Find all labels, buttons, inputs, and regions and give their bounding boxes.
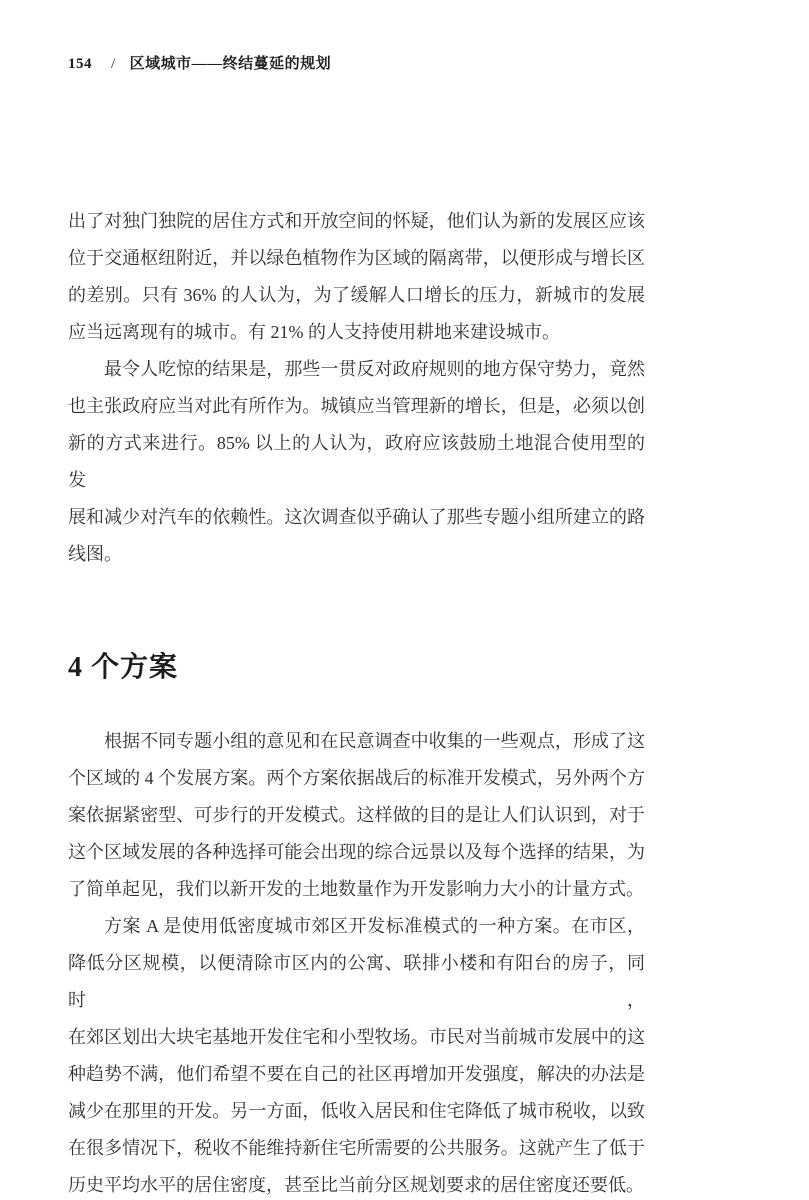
paragraph-3 — [68, 723, 645, 908]
running-header — [68, 52, 331, 73]
text-line: 最令人吃惊的结果是，那些一贯反对政府规则的地方保守势力，竟然 — [104, 359, 645, 379]
text-line: 方案 A 是使用低密度城市郊区开发标准模式的一种方案。在市区， — [104, 916, 645, 936]
text-line: 展和减少对汽车的依赖性。这次调查似乎确认了那些专题小组所建立的路 — [68, 507, 645, 527]
section-heading: 4 个方案 — [68, 652, 179, 683]
text-line: 也主张政府应当对此有所作为。城镇应当管理新的增长，但是，必须以创 — [68, 396, 645, 416]
paragraph-1 — [68, 203, 645, 351]
paragraph-2 — [68, 351, 645, 573]
page-number: 154 — [68, 56, 92, 72]
paragraph-4 — [68, 908, 645, 1200]
text-line: 的差别。只有 36% 的人认为，为了缓解人口增长的压力，新城市的发展 — [68, 285, 645, 305]
text-line: 位于交通枢纽附近，并以绿色植物作为区域的隔离带，以便形成与增长区 — [68, 248, 645, 268]
text-line: 这个区域发展的各种选择可能会出现的综合远景以及每个选择的结果，为 — [68, 842, 645, 862]
text-line: 新的方式来进行。85% 以上的人认为，政府应该鼓励土地混合使用型的发 — [68, 433, 645, 490]
text-line: 历史平均水平的居住密度，甚至比当前分区规划要求的居住密度还要低。 — [68, 1175, 644, 1195]
text-line: 在郊区划出大块宅基地开发住宅和小型牧场。市民对当前城市发展中的这 — [68, 1027, 645, 1047]
text-line: 降低分区规模，以便清除市区内的公寓、联排小楼和有阳台的房子，同时， — [68, 953, 645, 1010]
text-line: 了简单起见，我们以新开发的土地数量作为开发影响力大小的计量方式。 — [68, 879, 644, 899]
book-title: 区域城市——终结蔓延的规划 — [129, 56, 332, 72]
text-line: 在很多情况下，税收不能维持新住宅所需要的公共服务。这就产生了低于 — [68, 1138, 645, 1158]
text-line: 个区域的 4 个发展方案。两个方案依据战后的标准开发模式，另外两个方 — [68, 768, 645, 788]
text-line: 根据不同专题小组的意见和在民意调查中收集的一些观点，形成了这 — [104, 731, 645, 751]
page-body — [68, 203, 645, 1200]
text-line: 出了对独门独院的居住方式和开放空间的怀疑，他们认为新的发展区应该 — [68, 211, 645, 231]
text-line: 种趋势不满，他们希望不要在自己的社区再增加开发强度，解决的办法是 — [68, 1064, 645, 1084]
text-line: 应当远离现有的城市。有 21% 的人支持使用耕地来建设城市。 — [68, 322, 560, 342]
header-separator: / — [111, 56, 116, 72]
text-line: 减少在那里的开发。另一方面，低收入居民和住宅降低了城市税收，以致 — [68, 1101, 645, 1121]
text-line: 案依据紧密型、可步行的开发模式。这样做的目的是让人们认识到，对于 — [68, 805, 645, 825]
text-line: 线图。 — [68, 544, 122, 564]
